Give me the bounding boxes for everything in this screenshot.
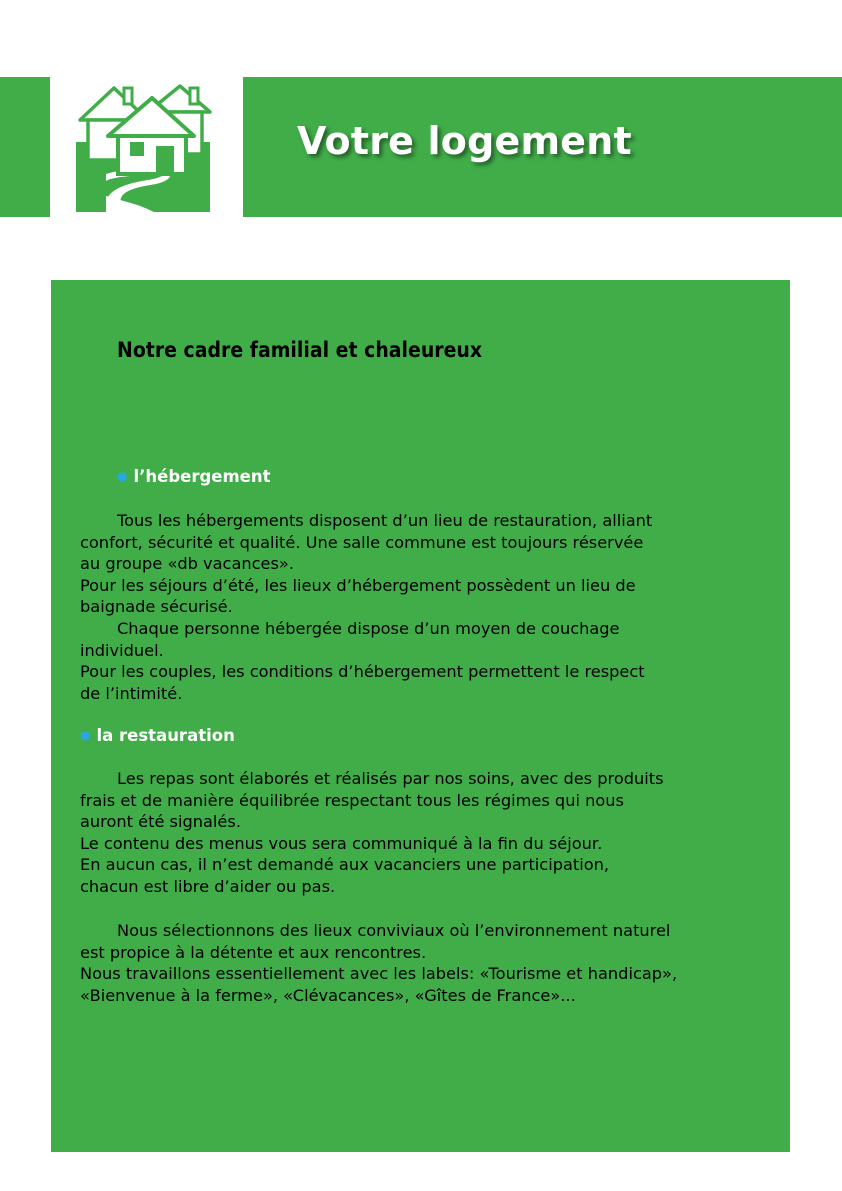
paragraph-restauration <box>80 768 780 898</box>
paragraph-hebergement <box>80 510 780 704</box>
text-line: individuel. <box>80 640 164 660</box>
subheading-label: la restauration <box>96 726 235 745</box>
subheading-hebergement <box>117 467 271 486</box>
content-panel <box>51 280 790 1152</box>
text-line: Nous travaillons essentiellement avec les labels: «Tourisme et handicap», <box>80 964 678 984</box>
text-line: Pour les couples, les conditions d’hébergement permettent le respect <box>80 662 645 682</box>
subheading-label: l’hébergement <box>133 467 271 486</box>
text-line: frais et de manière équilibrée respectant tous les régimes qui nous <box>80 790 624 810</box>
bullet-icon: ● <box>117 469 128 483</box>
text-line: «Bienvenue à la ferme», «Clévacances», «Gîtes de France»... <box>80 985 576 1005</box>
text-line: chacun est libre d’aider ou pas. <box>80 876 336 896</box>
houses-icon <box>70 80 220 220</box>
header-band-left <box>0 77 50 217</box>
text-line: au groupe «db vacances». <box>80 554 294 574</box>
text-line: baignade sécurisé. <box>80 597 233 617</box>
text-line: Chaque personne hébergée dispose d’un moyen de couchage <box>117 618 620 638</box>
text-line: de l’intimité. <box>80 683 183 703</box>
section-heading: Notre cadre familial et chaleureux <box>117 338 483 362</box>
text-line: Tous les hébergements disposent d’un lieu de restauration, alliant <box>117 511 653 530</box>
text-line: confort, sécurité et qualité. Une salle commune est toujours réservée <box>80 532 644 552</box>
header-band <box>243 77 842 217</box>
text-line: auront été signalés. <box>80 812 241 832</box>
page-title: Votre logement <box>297 119 632 163</box>
text-line: est propice à la détente et aux rencontres. <box>80 942 427 962</box>
text-line: Les repas sont élaborés et réalisés par nos soins, avec des produits <box>117 769 664 788</box>
subheading-restauration <box>80 726 235 745</box>
text-line: Le contenu des menus vous sera communiqué à la fin du séjour. <box>80 833 603 853</box>
text-line: Nous sélectionnons des lieux conviviaux où l’environnement naturel <box>117 921 671 940</box>
text-line: Pour les séjours d’été, les lieux d’hébergement possèdent un lieu de <box>80 575 636 595</box>
bullet-icon: ● <box>80 728 91 742</box>
paragraph-closing <box>80 920 780 1006</box>
text-line: En aucun cas, il n’est demandé aux vacanciers une participation, <box>80 855 610 875</box>
